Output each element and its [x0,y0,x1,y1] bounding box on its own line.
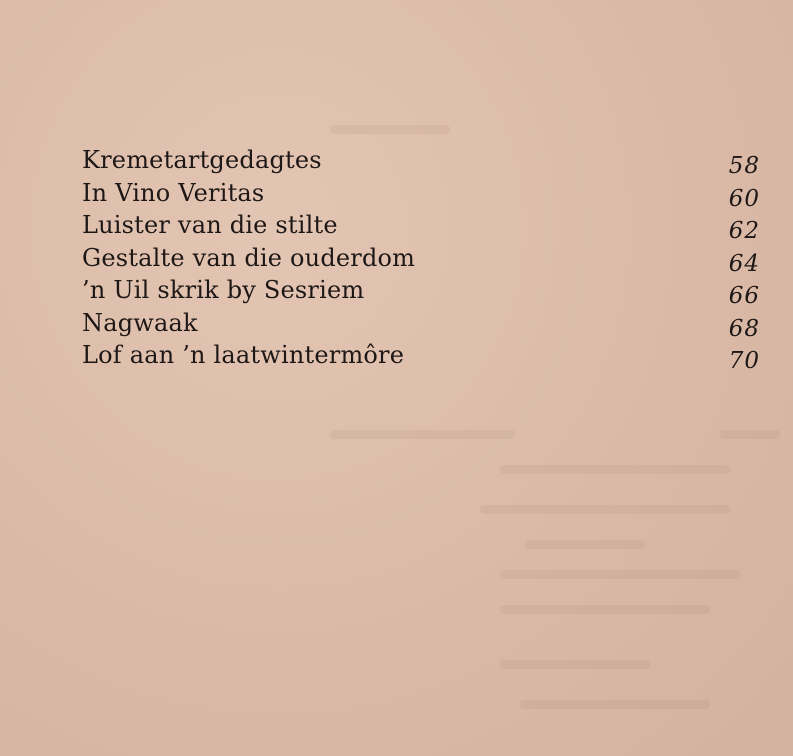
toc-entry-title: Luister van die stilte [82,211,338,239]
table-of-contents [82,140,760,374]
toc-entry-page: 68 [728,315,760,342]
toc-entry-title: Lof aan ’n laatwintermôre [82,341,405,369]
toc-entry [82,140,760,179]
toc-entry [82,303,760,342]
toc-entry-page: 62 [728,218,760,244]
toc-entry [82,270,760,309]
toc-entry-page: 64 [728,250,760,277]
toc-entry-title: Kremetartgedagtes [82,146,322,174]
toc-entry-page: 66 [728,283,760,309]
toc-entry-page: 70 [728,348,760,374]
toc-entry [82,173,760,212]
toc-entry-page: 58 [728,153,760,179]
toc-entry-page: 60 [728,185,760,212]
toc-entry-title: In Vino Veritas [82,178,265,207]
toc-entry-title: ’n Uil skrik by Sesriem [82,276,365,304]
toc-entry [82,238,760,277]
toc-entry-title: Gestalte van die ouderdom [82,243,416,272]
toc-entry [82,335,760,374]
toc-entry [82,205,760,244]
toc-entry-title: Nagwaak [82,308,198,337]
